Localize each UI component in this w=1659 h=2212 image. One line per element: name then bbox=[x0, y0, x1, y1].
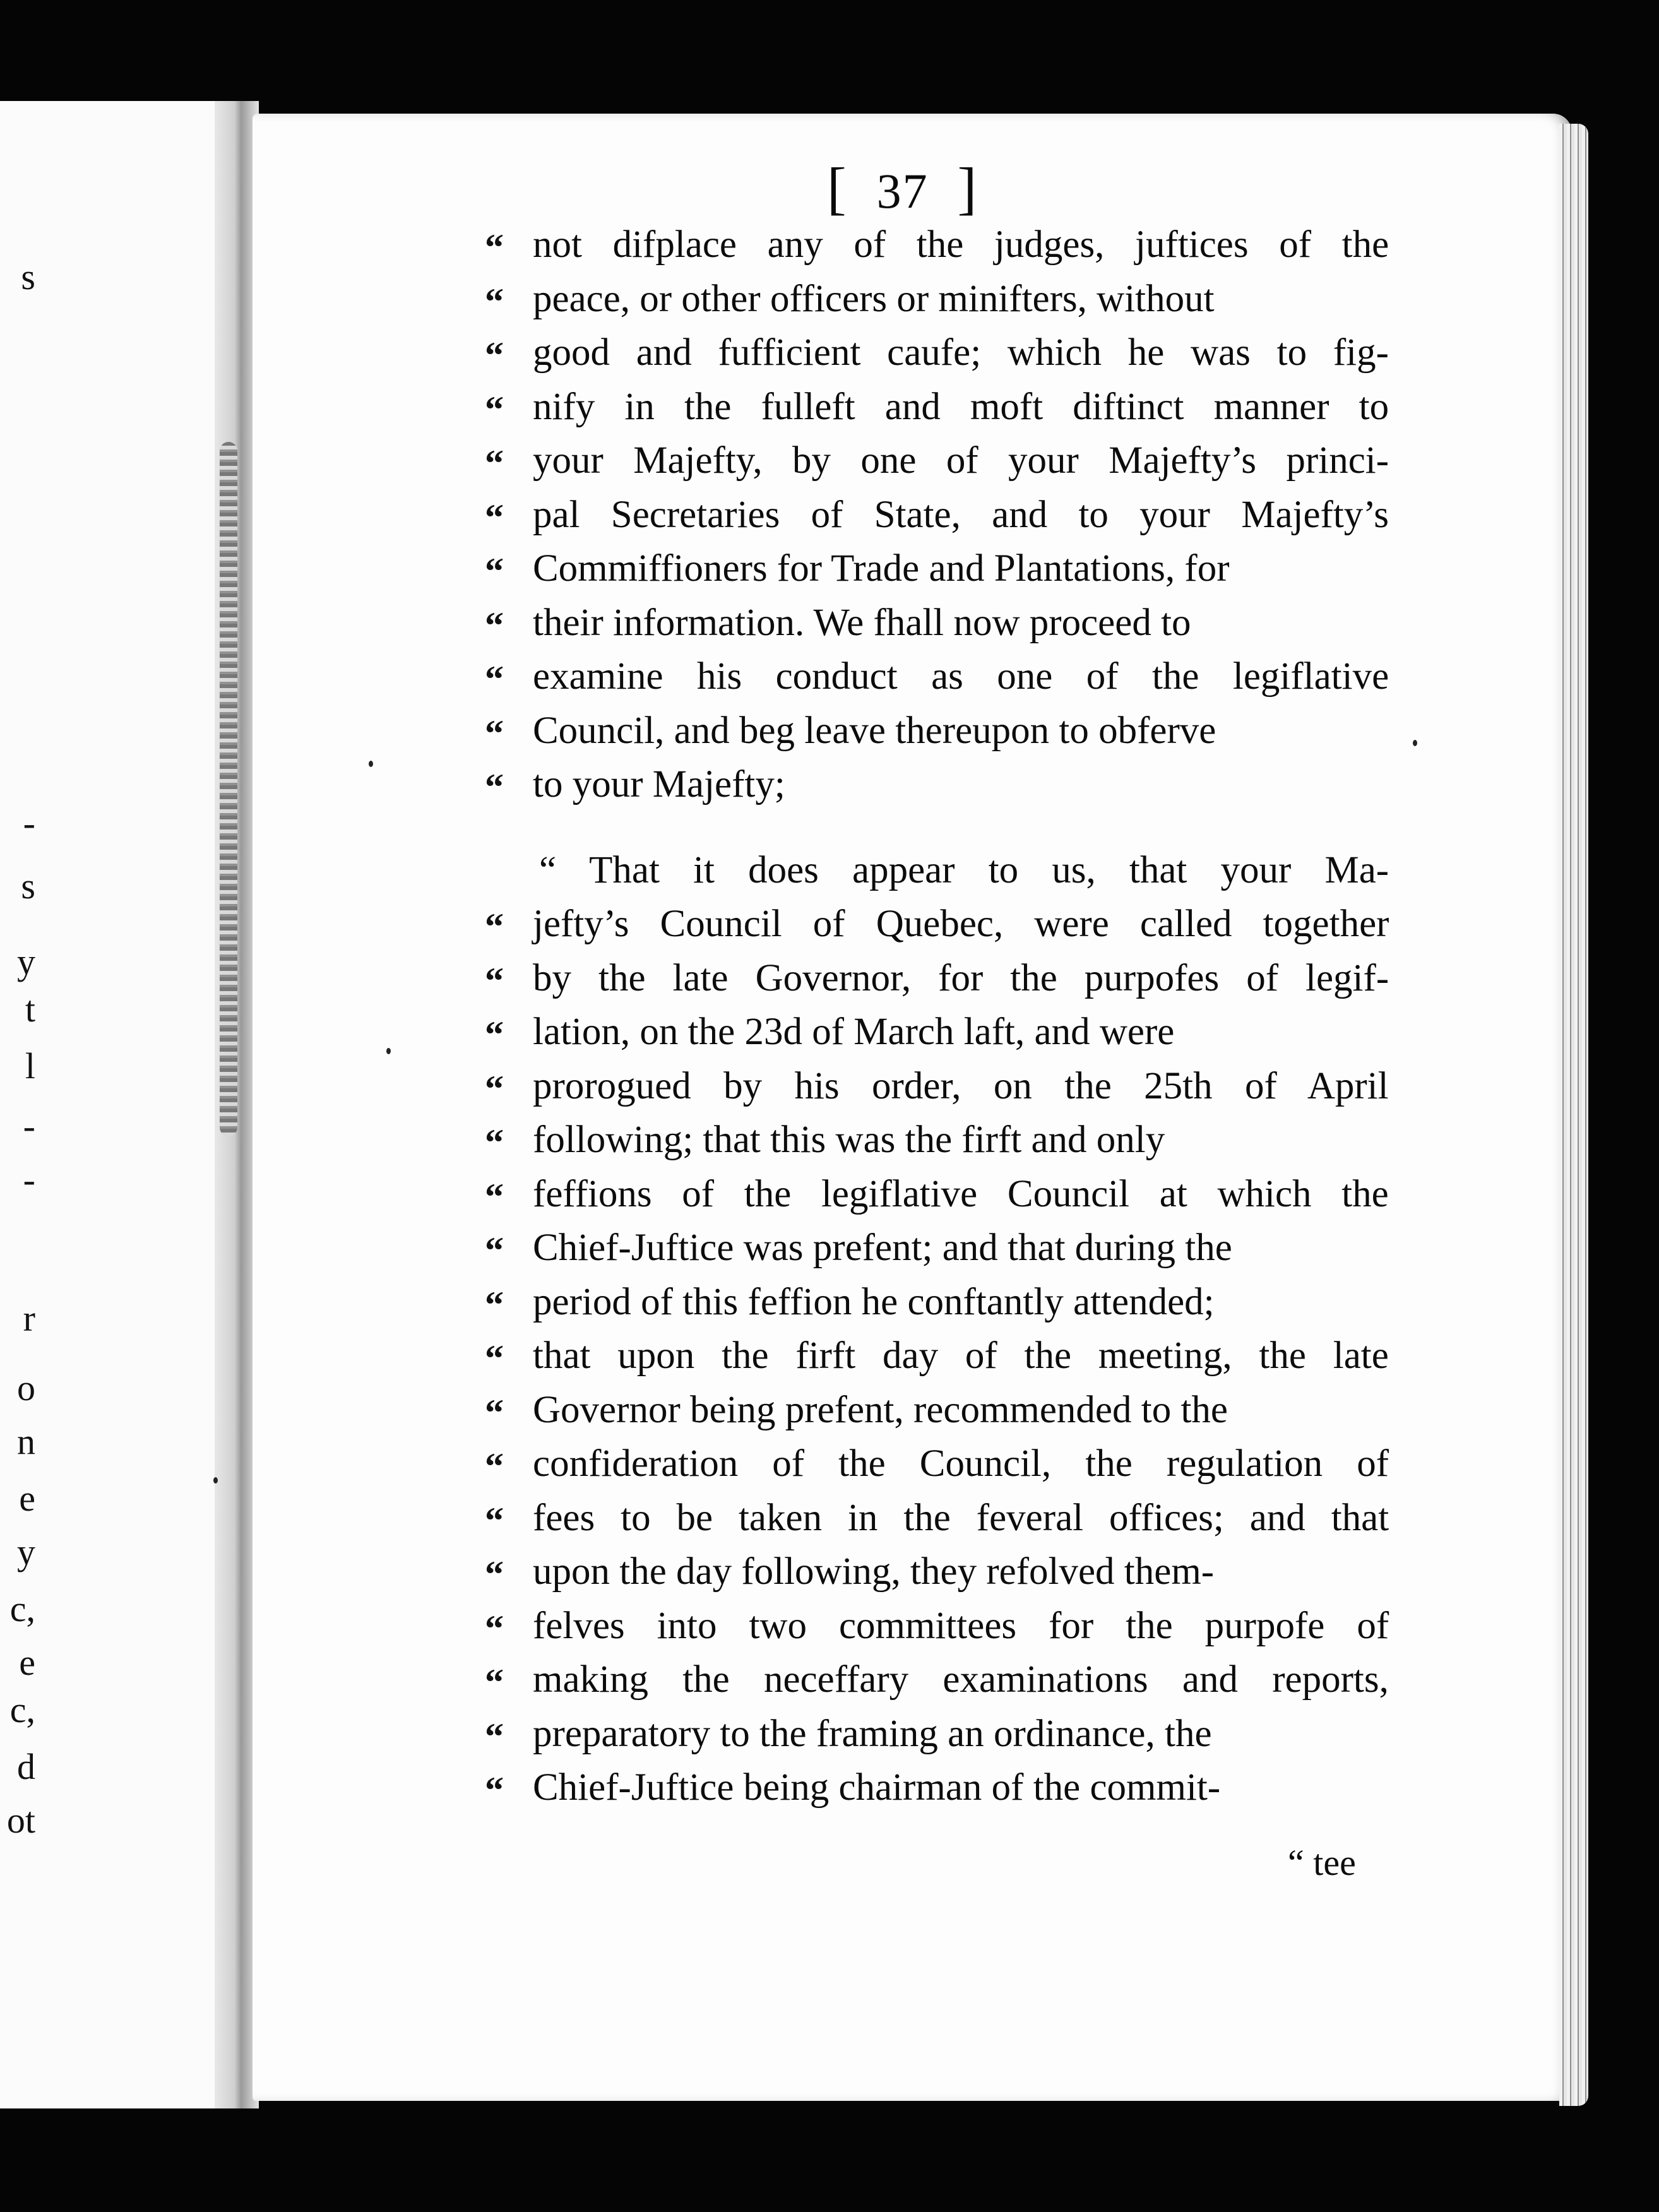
margin-fragment: n bbox=[17, 1421, 35, 1462]
line-quote-mark: “ bbox=[485, 335, 500, 376]
scan-speck bbox=[369, 761, 373, 767]
text-line: your Majefty, by one of your Majefty’s princi- bbox=[533, 439, 1389, 482]
text-line: by the late Governor, for the purpofes of legif- bbox=[533, 956, 1389, 999]
line-quote-mark: “ bbox=[485, 1283, 500, 1326]
line-quote-mark: “ bbox=[485, 496, 500, 538]
page-number: 37 bbox=[876, 164, 929, 218]
margin-fragment: e bbox=[19, 1478, 35, 1519]
line-quote-mark: “ bbox=[485, 1769, 500, 1811]
binding-stitching bbox=[220, 442, 237, 1136]
line-quote-mark: “ bbox=[485, 1499, 500, 1542]
header-open-bracket: [ bbox=[827, 156, 848, 220]
margin-fragment: y bbox=[17, 941, 35, 982]
line-quote-mark: “ bbox=[485, 1446, 500, 1487]
line-quote-mark: “ bbox=[485, 906, 500, 948]
margin-fragment: - bbox=[23, 1105, 35, 1146]
scan-speck bbox=[213, 1477, 218, 1484]
catchword: “ tee bbox=[1288, 1842, 1356, 1883]
line-quote-mark: “ bbox=[485, 1338, 500, 1379]
line-quote-mark: “ bbox=[485, 388, 500, 431]
line-quote-mark: “ bbox=[485, 1230, 500, 1271]
page-edges bbox=[1559, 124, 1588, 2106]
margin-fragment: ot bbox=[6, 1800, 35, 1841]
line-quote-mark: “ bbox=[485, 1554, 500, 1595]
text-line: that upon the firft day of the meeting, the late bbox=[533, 1335, 1389, 1377]
margin-fragment: s bbox=[21, 256, 35, 297]
text-line: “ That it does appear to us, that your Ma- bbox=[539, 848, 1389, 891]
margin-fragment: t bbox=[25, 989, 35, 1030]
text-line: Governor being prefent, recommended to the bbox=[533, 1388, 1228, 1431]
text-line: nify in the fulleft and moft diftinct manner to bbox=[533, 385, 1389, 428]
text-line: good and fufficient caufe; which he was to fig- bbox=[533, 331, 1389, 374]
facing-page-verso bbox=[0, 101, 239, 2108]
line-quote-mark: “ bbox=[485, 1175, 500, 1218]
line-quote-mark: “ bbox=[485, 1607, 500, 1650]
facing-page-margin-text bbox=[0, 101, 38, 2108]
text-line: Chief-Juftice was prefent; and that during the bbox=[533, 1227, 1232, 1269]
text-line: their information. We fhall now proceed to bbox=[533, 601, 1191, 644]
text-line: pal Secretaries of State, and to your Majefty’s bbox=[533, 493, 1389, 536]
line-quote-mark: “ bbox=[485, 766, 500, 808]
text-line: examine his conduct as one of the legiflative bbox=[533, 655, 1389, 698]
margin-fragment: - bbox=[23, 802, 35, 843]
margin-fragment: e bbox=[19, 1642, 35, 1683]
line-quote-mark: “ bbox=[485, 658, 500, 700]
text-line: lation, on the 23d of March laft, and were bbox=[533, 1011, 1175, 1053]
line-quote-mark: “ bbox=[485, 550, 500, 592]
margin-fragment: c, bbox=[9, 1588, 35, 1629]
line-quote-mark: “ bbox=[485, 1014, 500, 1055]
text-line: making the neceffary examinations and reports, bbox=[533, 1658, 1389, 1701]
margin-fragment: o bbox=[17, 1367, 35, 1408]
margin-fragment: - bbox=[23, 1159, 35, 1200]
margin-fragment: r bbox=[23, 1298, 35, 1339]
text-line: Council, and beg leave thereupon to obferve bbox=[533, 709, 1216, 752]
text-line: confideration of the Council, the regulation of bbox=[533, 1442, 1389, 1485]
header-close-bracket: ] bbox=[957, 156, 978, 220]
text-line: Chief-Juftice being chairman of the commit- bbox=[533, 1766, 1221, 1809]
margin-fragment: d bbox=[17, 1746, 35, 1787]
scan-speck bbox=[386, 1048, 391, 1054]
text-line: not difplace any of the judges, juftices of the bbox=[533, 223, 1389, 266]
text-line: jefty’s Council of Quebec, were called together bbox=[533, 903, 1389, 945]
line-quote-mark: “ bbox=[485, 960, 500, 1002]
line-quote-mark: “ bbox=[485, 1391, 500, 1434]
line-quote-mark: “ bbox=[485, 1662, 500, 1703]
text-line: peace, or other officers or minifters, without bbox=[533, 277, 1215, 320]
text-line: prorogued by his order, on the 25th of April bbox=[533, 1064, 1389, 1107]
line-quote-mark: “ bbox=[485, 280, 500, 323]
line-quote-mark: “ bbox=[485, 604, 500, 646]
margin-fragment: s bbox=[21, 865, 35, 907]
line-quote-mark: “ bbox=[485, 1122, 500, 1163]
margin-fragment: l bbox=[25, 1045, 35, 1086]
text-line: felves into two committees for the purpofe of bbox=[533, 1604, 1389, 1647]
text-line: fees to be taken in the feveral offices; and that bbox=[533, 1496, 1389, 1539]
line-quote-mark: “ bbox=[485, 1067, 500, 1110]
page-header bbox=[827, 150, 978, 226]
text-line: following; that this was the firft and only bbox=[533, 1119, 1165, 1161]
text-line: upon the day following, they refolved them- bbox=[533, 1550, 1215, 1593]
text-line: to your Majefty; bbox=[533, 763, 785, 806]
text-line: preparatory to the framing an ordinance, the bbox=[533, 1712, 1212, 1755]
text-line: Commiffioners for Trade and Plantations, for bbox=[533, 547, 1230, 590]
text-line: period of this feffion he conftantly attended; bbox=[533, 1280, 1215, 1323]
line-quote-mark: “ bbox=[485, 712, 500, 754]
scan-speck bbox=[1413, 740, 1417, 746]
margin-fragment: c, bbox=[9, 1689, 35, 1730]
margin-fragment: y bbox=[17, 1531, 35, 1573]
line-quote-mark: “ bbox=[485, 443, 500, 484]
text-line: feffions of the legiflative Council at which the bbox=[533, 1172, 1389, 1215]
line-quote-mark: “ bbox=[485, 227, 500, 268]
line-quote-mark: “ bbox=[485, 1715, 500, 1757]
